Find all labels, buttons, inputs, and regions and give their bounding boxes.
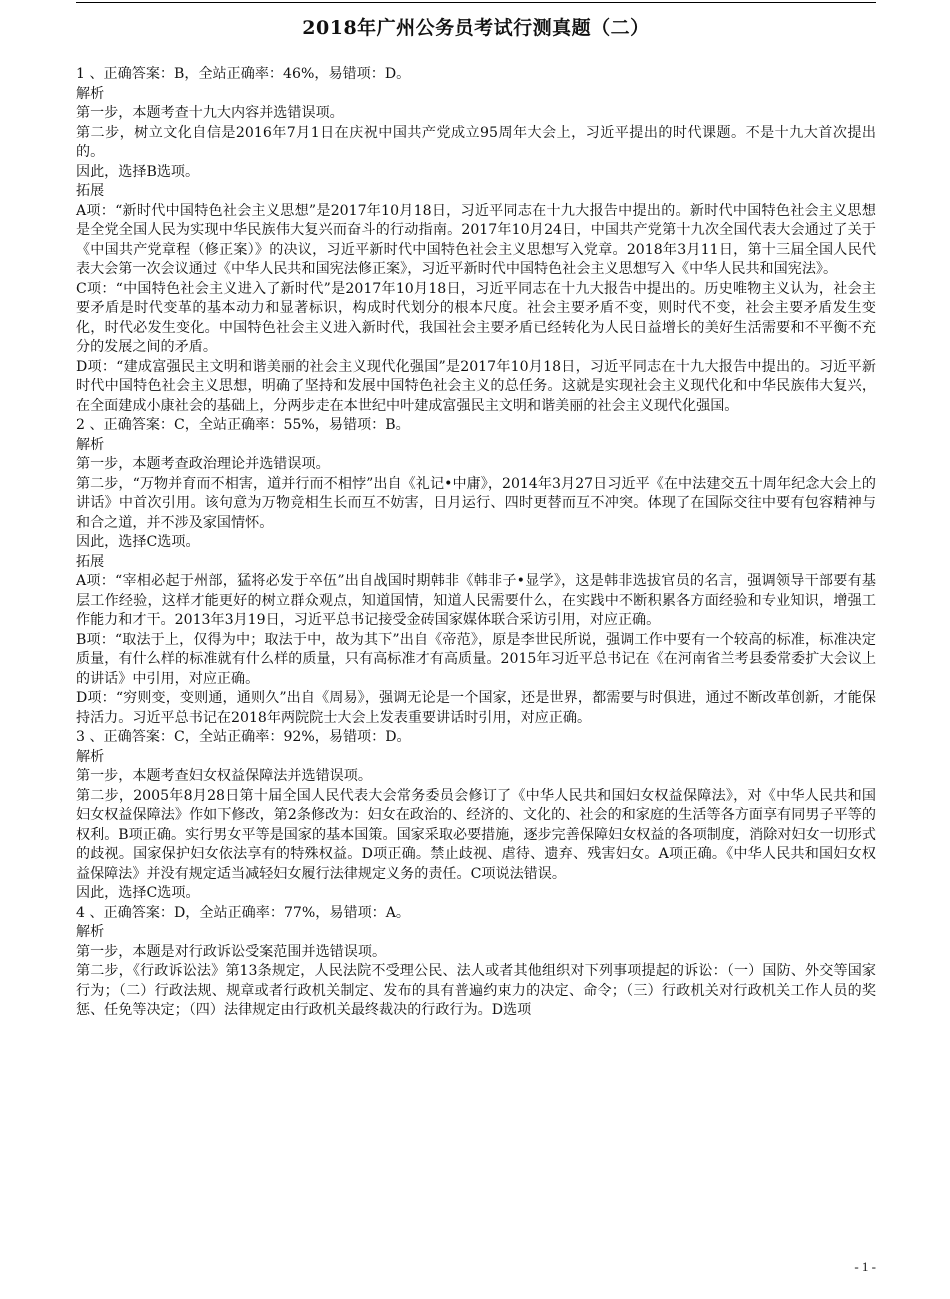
page-number: - 1 - xyxy=(854,1259,876,1274)
page-title: 2018年广州公务员考试行测真题（二） xyxy=(302,17,650,39)
answer-line: 3 、正确答案：C，全站正确率：92%，易错项：D。 xyxy=(76,729,411,745)
section-label: 拓展 xyxy=(76,183,105,199)
section-label: 解析 xyxy=(76,924,105,940)
section-label: 解析 xyxy=(76,85,105,102)
paragraph: 第一步，本题考查十九大内容并选错误项。 xyxy=(76,105,344,121)
paragraph: 第二步，树立文化自信是2016年7月1日在庆祝中国共产党成立95周年大会上，习近平提出的时代课题。不是十九大首次提出的。 xyxy=(76,124,876,160)
top-rule xyxy=(76,2,876,3)
answer-line: 4 、正确答案：D，全站正确率：77%，易错项：A。 xyxy=(76,904,411,921)
paragraph: 第二步，《行政诉讼法》第13条规定，人民法院不受理公民、法人或者其他组织对下列事项提起的诉讼：（一）国防、外交等国家行为；（二）行政法规、规章或者行政机关制定、发布的具有普遍约束力的决定、命令；（三）行政机关对行政机关工作人员的奖惩、任免等决定；（四）法律规定由行政机关最终裁决的行政行为。D选项 xyxy=(76,963,876,1018)
paragraph: D项：“建成富强民主文明和谐美丽的社会主义现代化强国”是2017年10月18日，习近平同志在十九大报告中提出的。习近平新时代中国特色社会主义思想，明确了坚持和发展中国特色社会主义的总任务。这就是实现社会主义现代化和中华民族伟大复兴，在全面建成小康社会的基础上，分两步走在本世纪中叶建成富强民主文明和谐美丽的社会主义现代化强国。 xyxy=(76,358,876,414)
answer-line: 2 、正确答案：C，全站正确率：55%，易错项：B。 xyxy=(76,417,410,433)
paragraph: 第二步，2005年8月28日第十届全国人民代表大会常务委员会修订了《中华人民共和国妇女权益保障法》，对《中华人民共和国妇女权益保障法》作如下修改，第2条修改为：妇女在政治的、经济的、文化的、社会的和家庭的生活等各方面享有同男子平等的权利。B项正确。实行男女平等是国家的基本国策。国家采取必要措施，逐步完善保障妇女权益的各项制度，消除对妇女一切形式的歧视。国家保护妇女依法享有的特殊权益。D项正确。禁止歧视、虐待、遗弃、残害妇女。A项正确。《中华人民共和国妇女权益保障法》并没有规定适当减轻妇女履行法律规定义务的责任。C项说法错误。 xyxy=(76,787,876,882)
section-label: 解析 xyxy=(76,436,105,453)
paragraph: A项：“宰相必起于州部，猛将必发于卒伍”出自战国时期韩非《韩非子•显学》，这是韩非选拔官员的名言，强调领导干部要有基层工作经验，这样才能更好的树立群众观点，知道国情，知道人民需要什么，在实践中不断积累各方面经验和专业知识，增强工作能力和才干。2013年3月19日，习近平总书记接受金砖国家媒体联合采访引用，对应正确。 xyxy=(76,573,876,628)
paragraph: B项：“取法于上，仅得为中；取法于中，故为其下”出自《帝范》，原是李世民所说，强调工作中要有一个较高的标准，标准决定质量，有什么样的标准就有什么样的质量，只有高标准才有高质量。2015年习近平总书记在《在河南省兰考县委常委扩大会议上的讲话》中引用，对应正确。 xyxy=(76,631,876,687)
section-label: 拓展 xyxy=(76,553,105,570)
paragraph: 因此，选择C选项。 xyxy=(76,885,200,901)
answer-line: 1 、正确答案：B，全站正确率：46%，易错项：D。 xyxy=(76,66,411,82)
paragraph: C项：“中国特色社会主义进入了新时代”是2017年10月18日，习近平同志在十九大报告中提出的。历史唯物主义认为，社会主要矛盾是时代变革的基本动力和显著标识，构成时代划分的根本尺度。社会主要矛盾不变，则时代不变，社会主要矛盾发生变化，时代必发生变化。中国特色社会主义进入新时代，我国社会主要矛盾已经转化为人民日益增长的美好生活需要和不平衡不充分的发展之间的矛盾。 xyxy=(76,280,876,355)
section-label: 解析 xyxy=(76,748,105,765)
paragraph: 因此，选择C选项。 xyxy=(76,534,200,550)
document-body xyxy=(76,65,876,1021)
paragraph: 第一步，本题考查政治理论并选错误项。 xyxy=(76,456,330,472)
paragraph: 第一步，本题考查妇女权益保障法并选错误项。 xyxy=(76,768,372,784)
paragraph: D项：“穷则变，变则通，通则久”出自《周易》，强调无论是一个国家，还是世界，都需要与时俱进，通过不断改革创新，才能保持活力。习近平总书记在2018年两院院士大会上发表重要讲话时引用，对应正确。 xyxy=(76,690,876,726)
paragraph: A项：“新时代中国特色社会主义思想”是2017年10月18日，习近平同志在十九大报告中提出的。新时代中国特色社会主义思想是全党全国人民为实现中华民族伟大复兴而奋斗的行动指南。2017年10月24日，中国共产党第十九次全国代表大会通过了关于《中国共产党章程（修正案）》的决议，习近平新时代中国特色社会主义思想写入党章。2018年3月11日，第十三届全国人民代表大会第一次会议通过《中华人民共和国宪法修正案》，习近平新时代中国特色社会主义思想写入《中华人民共和国宪法》。 xyxy=(76,202,876,277)
paragraph: 第一步，本题是对行政诉讼受案范围并选错误项。 xyxy=(76,943,387,960)
paragraph: 因此，选择B选项。 xyxy=(76,163,200,180)
paragraph: 第二步，“万物并育而不相害，道并行而不相悖”出自《礼记•中庸》，2014年3月27日习近平《在中法建交五十周年纪念大会上的讲话》中首次引用。该句意为万物竞相生长而互不妨害，日月运行、四时更替而互不冲突。体现了在国际交往中要有包容精神与和合之道，并不涉及家国情怀。 xyxy=(76,475,876,531)
